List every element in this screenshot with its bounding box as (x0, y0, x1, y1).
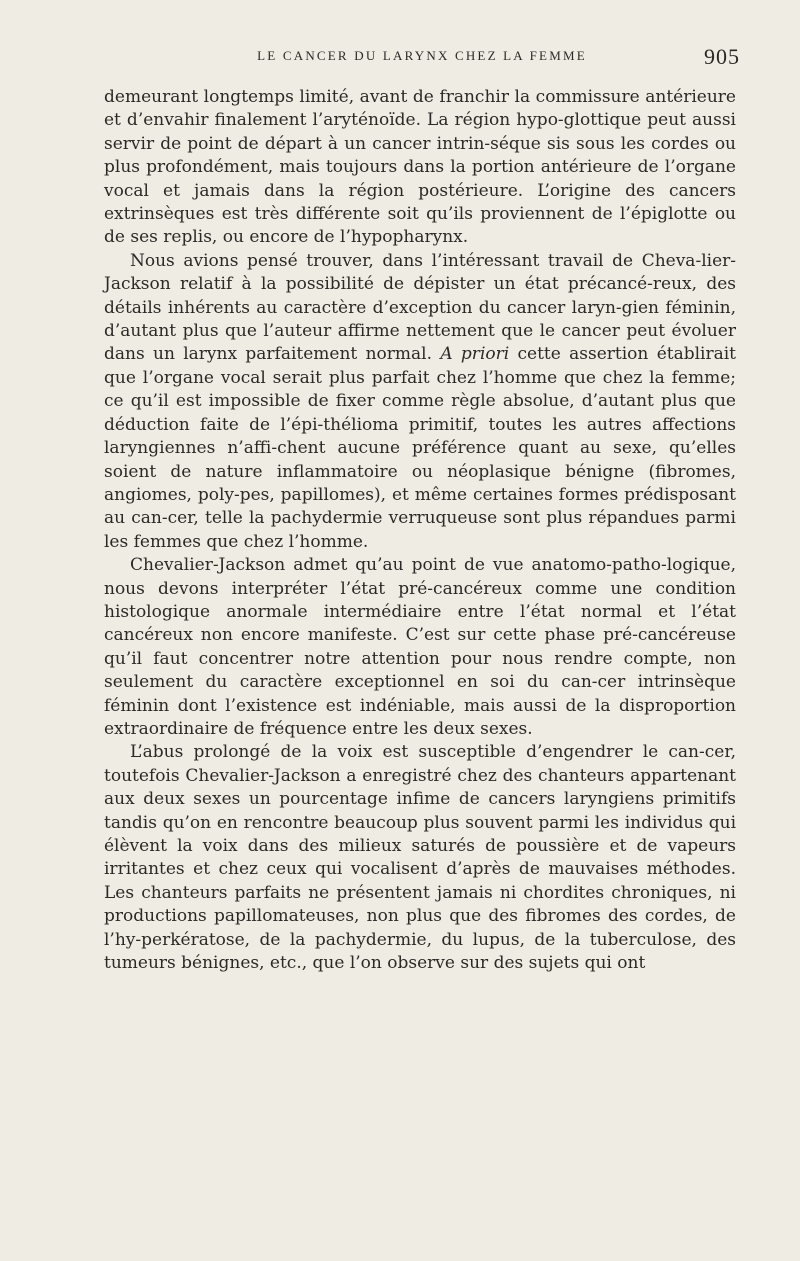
body-text (104, 86, 736, 975)
paragraph-1: demeurant longtemps limité, avant de franchir la commissure antérieure et d’envahir finalement l’aryténoïde. La région hypo-glottique peut aussi servir de point de départ à un cancer intrin-séque sis sous les cordes ou plus profondément, mais toujours dans la portion antérieure de l’organe vocal et jamais dans la région postérieure. L’origine des cancers extrinsèques est très différente soit qu’ils proviennent de l’épiglotte ou de ses replis, ou encore de l’hypopharynx. (104, 87, 736, 248)
page-header (104, 44, 740, 72)
page-number: 905 (704, 44, 740, 69)
running-title: LE CANCER DU LARYNX CHEZ LA FEMME (257, 48, 587, 63)
paragraph-2-part-1: Nous avions pensé trouver, dans l’intéressant travail de Cheva-lier-Jackson relatif à la possibilité de dépister un état précancé-reux, des détails inhérents au caractère d’exception du cancer laryn-gien féminin, d’autant plus que l’auteur affirme nettement que le cancer peut évoluer dans un larynx parfaitement normal. (104, 250, 736, 365)
paragraph-2 (104, 250, 736, 554)
paragraph-3: Chevalier-Jackson admet qu’au point de vue anatomo-patho-logique, nous devons interpréter l’état pré-cancéreux comme une condition histologique anormale intermédiaire entre l’état normal et l’état cancéreux non encore manifeste. C’est sur cette phase pré-cancéreuse qu’il faut concentrer notre attention pour nous rendre compte, non seulement du caractère exceptionnel en soi du can-cer intrinsèque féminin dont l’existence est indéniable, mais aussi de la disproportion extraordinaire de fréquence entre les deux sexes. (104, 555, 736, 739)
paragraph-4: L’abus prolongé de la voix est susceptible d’engendrer le can-cer, toutefois Chevalier-Jackson a enregistré chez des chanteurs appartenant aux deux sexes un pourcentage infime de cancers laryngiens primitifs tandis qu’on en rencontre beaucoup plus souvent parmi les individus qui élèvent la voix dans des milieux saturés de poussière et de vapeurs irritantes et chez ceux qui vocalisent d’après de mauvaises méthodes. Les chanteurs parfaits ne présentent jamais ni chordites chroniques, ni productions papillomateuses, non plus que des fibromes des cordes, de l’hy-perkératose, de la pachydermie, du lupus, de la tuberculose, des tumeurs bénignes, etc., que l’on observe sur des sujets qui ont (104, 742, 736, 974)
paragraph-2-part-2: cette assertion établirait que l’organe vocal serait plus parfait chez l’homme que chez la femme; ce qu’il est impossible de fixer comme règle absolue, d’autant plus que déduction faite de l’épi-thélioma primitif, toutes les autres affections laryngiennes n’affi-chent aucune préférence quant au sexe, qu’elles soient de nature inflammatoire ou néoplasique bénigne (fibromes, angiomes, poly-pes, papillomes), et même certaines formes prédisposant au can-cer, telle la pachydermie verruqueuse sont plus répandues parmi les femmes que chez l’homme. (104, 344, 737, 552)
italic-phrase: A priori (440, 344, 510, 365)
